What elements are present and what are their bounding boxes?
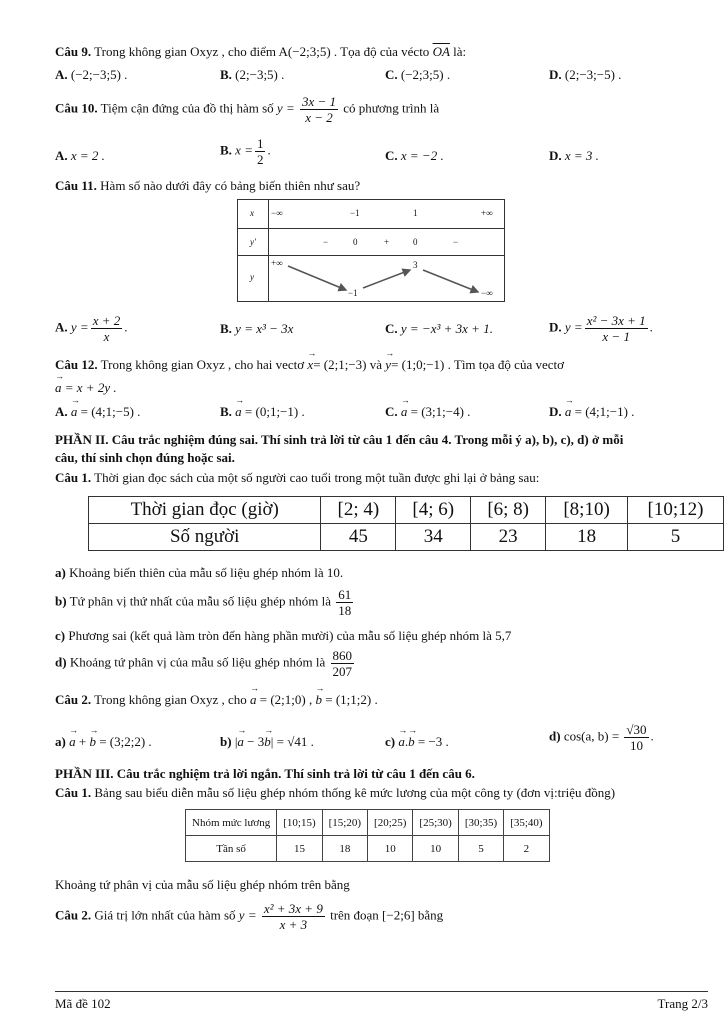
vt-y2: −1	[348, 288, 358, 298]
table-header-cell: [8;10)	[546, 497, 628, 524]
table-cell: 5	[628, 524, 724, 551]
table-cell: 18	[322, 836, 367, 862]
q10-option-c: C. x = −2 .	[385, 148, 444, 163]
vt-y-label: y	[250, 272, 254, 282]
vt-zero2: 0	[413, 237, 418, 247]
table-cell: 23	[471, 524, 546, 551]
q12-option-b: B. → a = (0;1;−1) .	[220, 404, 305, 420]
function-fraction: $\frac{3x - 1}{x - 2}$	[301, 94, 337, 125]
part3-question-1	[55, 785, 615, 801]
q10-option-a: A. x = 2 .	[55, 148, 105, 163]
vt-x-label: x	[250, 208, 254, 218]
question-text: Tiệm cận đứng của đồ thị hàm số	[100, 100, 274, 116]
vt-sign2: +	[384, 237, 390, 247]
q9-option-d: D. (2;−3;−5) .	[549, 67, 622, 82]
table-row	[89, 497, 724, 524]
q11-option-b: B. y = x³ − 3x	[220, 321, 294, 336]
vector-a-value: = (2;1;0) ,	[259, 692, 313, 707]
reading-time-table	[88, 496, 724, 551]
table-row	[186, 836, 550, 862]
table-cell: 15	[277, 836, 322, 862]
q10-option-b: B. x = $\frac{1}{2}$ .	[220, 136, 271, 167]
question-11	[55, 178, 360, 194]
table-header-cell: [20;25)	[368, 810, 413, 836]
q12-option-c: C. → a = (3;1;−4) .	[385, 404, 470, 420]
vector-a-expr: = x + 2y .	[64, 380, 117, 395]
question-text: Trong không gian Oxyz , cho điểm A(−2;3;5) . Tọa độ của vécto	[94, 44, 430, 59]
function-fraction: $\frac{\text{x² + 3x + 9}}{x + 3}$	[263, 901, 323, 932]
table-cell: 5	[458, 836, 503, 862]
question-label: Câu 11.	[55, 178, 97, 193]
page-number: Trang 2/3	[657, 996, 708, 1011]
question-12-line2	[55, 380, 117, 396]
vt-zero1: 0	[353, 237, 358, 247]
table-header-cell: [35;40)	[504, 810, 549, 836]
q2-statement-a: a) → a + → b = (3;2;2) .	[55, 734, 152, 750]
vt-y4: −∞	[481, 288, 493, 298]
q10-option-d: D. x = 3 .	[549, 148, 599, 163]
table-header-cell: [6; 8)	[471, 497, 546, 524]
vector-x-value: = (2;1;−3)	[313, 357, 367, 372]
table-cell: Số người	[89, 524, 321, 551]
q11-option-a: A. y = $\frac{x + 2}{x}$ .	[55, 313, 128, 344]
statement-c: c) Phương sai (kết quả làm tròn đến hàng phần mười) của mẫu số liệu ghép nhóm là 5,7	[55, 628, 512, 643]
question-label: Câu 2.	[55, 692, 92, 707]
question-text: Giá trị lớn nhất của hàm số	[94, 907, 236, 923]
question-text: Thời gian đọc sách của một số người cao tuổi trong một tuần được ghi lại ở bảng sau:	[94, 470, 540, 485]
table-header-cell: [30;35)	[458, 810, 503, 836]
question-text: Trong không gian Oxyz , cho	[94, 692, 247, 707]
vt-y1: +∞	[271, 258, 283, 268]
q2-statement-b: b) |→ a − 3→ b| = √41 .	[220, 734, 314, 750]
q9-option-b: B. (2;−3;5) .	[220, 67, 285, 82]
table-cell: 45	[321, 524, 396, 551]
vector-x: → x	[307, 357, 313, 373]
table-cell: 18	[546, 524, 628, 551]
question-label: Câu 9.	[55, 44, 92, 59]
statement-b: b) Tứ phân vị thứ nhất của mẫu số liệu ghép nhóm là $\frac{61}{18}$	[55, 587, 352, 618]
table-header-cell: [4; 6)	[396, 497, 471, 524]
q9-option-a: A. (−2;−3;5) .	[55, 67, 128, 82]
vector-y: → y	[385, 357, 391, 373]
q11-option-c: C. y = −x³ + 3x + 1.	[385, 321, 493, 336]
q2-statement-c: c) → a.→ b = −3 .	[385, 734, 449, 750]
part2-question-2: Câu 2. Trong không gian Oxyz , cho → a = (2;1;0) , → b = (1;1;2) .	[55, 692, 378, 708]
question-label: Câu 10.	[55, 100, 98, 116]
part3-title: PHẦN III. Câu trắc nghiệm trả lời ngắn. Thí sinh trả lời từ câu 1 đến câu 6.	[55, 766, 475, 781]
question-text: Bảng sau biểu diễn mẫu số liệu ghép nhóm thống kê mức lương của một công ty (đơn vị:triệu đồng)	[94, 785, 616, 800]
q2-statement-d: d) cos(a, b) = $\frac{√30}{10}$ .	[549, 722, 654, 753]
vt-x2: −1	[350, 208, 360, 218]
table-row	[186, 810, 550, 836]
part3-question-1-tail: Khoảng tứ phân vị của mẫu số liệu ghép nhóm trên bằng	[55, 877, 350, 892]
table-header-cell: Thời gian đọc (giờ)	[89, 497, 321, 524]
exam-code: Mã đề 102	[55, 996, 111, 1011]
table-header-cell: [2; 4)	[321, 497, 396, 524]
vector-oa: $\overline{OA}$	[432, 44, 450, 59]
table-cell: 2	[504, 836, 549, 862]
vt-sign3: −	[453, 237, 459, 247]
question-tail: có phương trình là	[343, 100, 440, 116]
q12-option-a: A. → a = (4;1;−5) .	[55, 404, 140, 420]
question-label: Câu 1.	[55, 785, 92, 800]
vt-sign1: −	[323, 237, 329, 247]
question-text: Trong không gian Oxyz , cho hai vectơ	[100, 357, 305, 372]
q12-option-d: D. → a = (4;1;−1) .	[549, 404, 634, 420]
table-header-cell: Nhóm mức lương	[186, 810, 277, 836]
table-header-cell: [15;20)	[322, 810, 367, 836]
function-lhs: y =	[276, 100, 295, 116]
statement-d: d) Khoảng tứ phân vị của mẫu số liệu ghép nhóm là $\frac{860}{207}$	[55, 648, 352, 679]
vt-yp-label: y′	[250, 237, 256, 247]
vector-y-value: = (1;0;−1) . Tìm tọa độ của vectơ	[391, 357, 564, 372]
part2-title-line1: PHẦN II. Câu trắc nghiệm đúng sai. Thí sinh trả lời từ câu 1 đến câu 4. Trong mỗi ý a), b), c), d) ở mỗi	[55, 432, 624, 447]
vector-a: → a	[55, 380, 62, 396]
table-header-cell: [10;15)	[277, 810, 322, 836]
vt-x3: 1	[413, 208, 418, 218]
salary-table	[185, 809, 550, 862]
question-label: Câu 1.	[55, 470, 92, 485]
question-tail: trên đoạn [−2;6] bằng	[330, 907, 444, 923]
function-lhs: y =	[238, 907, 257, 923]
table-row	[89, 524, 724, 551]
question-12	[55, 357, 564, 373]
table-cell: 10	[368, 836, 413, 862]
question-text: Hàm số nào dưới đây có bảng biến thiên như sau?	[100, 178, 361, 193]
variation-table	[237, 199, 505, 302]
table-header-cell: [10;12)	[628, 497, 724, 524]
conjunction: và	[369, 357, 383, 372]
vector-b-value: = (1;1;2) .	[325, 692, 378, 707]
q9-option-c: C. (−2;3;5) .	[385, 67, 451, 82]
q11-option-d: D. y = $\frac{\text{x² − 3x + 1}}{x - 1}$ .	[549, 313, 653, 344]
question-tail: là:	[453, 44, 467, 59]
table-cell: Tần số	[186, 836, 277, 862]
vt-x1: −∞	[271, 208, 283, 218]
vt-y3: 3	[413, 260, 418, 270]
variation-arrows	[238, 200, 504, 301]
statement-a: a) Khoảng biến thiên của mẫu số liệu ghép nhóm là 10.	[55, 565, 344, 580]
question-10	[55, 94, 439, 125]
footer-divider	[55, 991, 708, 992]
question-label: Câu 12.	[55, 357, 98, 372]
table-header-cell: [25;30)	[413, 810, 458, 836]
question-label: Câu 2.	[55, 907, 92, 923]
question-9	[55, 44, 466, 60]
vt-x4: +∞	[481, 208, 493, 218]
table-cell: 34	[396, 524, 471, 551]
part2-title-line2: câu, thí sinh chọn đúng hoặc sai.	[55, 450, 235, 465]
table-cell: 10	[413, 836, 458, 862]
part2-question-1	[55, 470, 539, 486]
part3-question-2	[55, 901, 443, 932]
